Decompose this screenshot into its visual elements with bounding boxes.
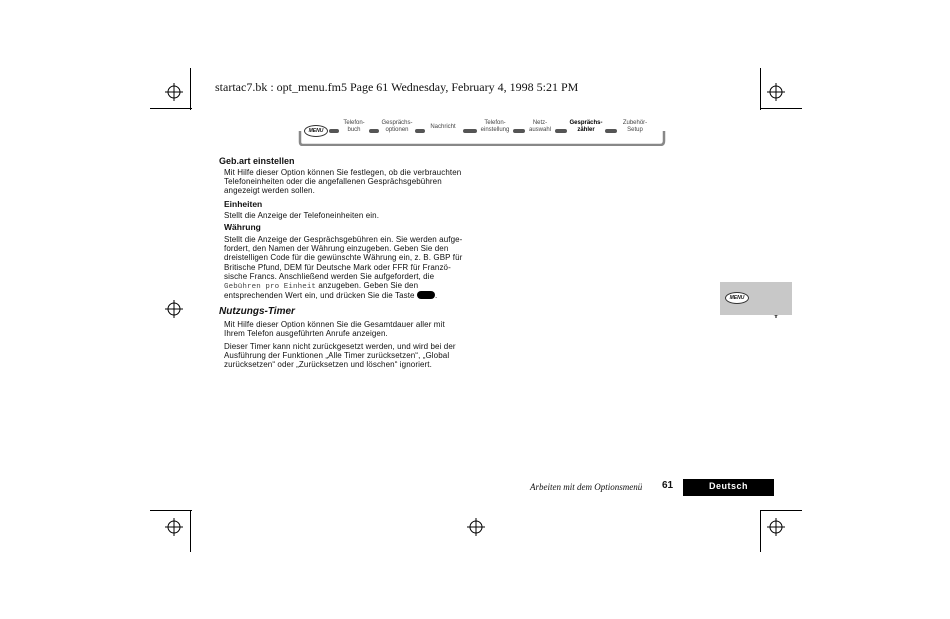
registration-mark-icon <box>767 518 785 536</box>
subsection-title-waehrung: Währung <box>224 222 261 232</box>
registration-mark-icon <box>165 300 183 318</box>
text-fragment: . <box>434 291 438 300</box>
registration-mark-icon <box>165 518 183 536</box>
crop-mark <box>190 510 191 552</box>
nav-separator <box>329 129 339 133</box>
menu-navigation-bar <box>298 120 666 144</box>
ok-key-icon <box>417 291 438 300</box>
text-fragment: entsprechenden Wert ein, und drücken Sie die Taste <box>224 291 417 300</box>
nav-separator <box>555 129 567 133</box>
registration-mark-icon <box>467 518 485 536</box>
subsection-title-einheiten: Einheiten <box>224 199 263 209</box>
registration-mark-icon <box>767 83 785 101</box>
nav-separator <box>369 129 379 133</box>
menu-key-icon: MENU <box>725 292 749 304</box>
nav-item-nachricht: Nachricht <box>430 124 456 130</box>
language-label: Deutsch <box>683 479 774 496</box>
nav-separator <box>463 129 477 133</box>
crop-mark <box>760 108 802 109</box>
section-text-timer-1: Mit Hilfe dieser Option können Sie die Gesamtdauer aller mit Ihrem Telefon ausgeführten Anrufe anzeigen. <box>224 320 445 339</box>
nav-item-gespraechszaehler: Gesprächs- zähler <box>569 120 603 133</box>
crop-mark <box>760 510 761 552</box>
nav-item-zubehoer-setup: Zubehör- Setup <box>622 120 648 133</box>
registration-mark-icon <box>165 83 183 101</box>
file-info-header: startac7.bk : opt_menu.fm5 Page 61 Wednesday, February 4, 1998 5:21 PM <box>215 80 579 94</box>
page-number: 61 <box>662 480 674 491</box>
footer-chapter-title: Arbeiten mit dem Optionsmenü <box>530 482 643 492</box>
nav-separator <box>415 129 425 133</box>
subsection-text-waehrung-end <box>224 291 484 300</box>
section-text-gebart: Mit Hilfe dieser Option können Sie festlegen, ob die verbrauchten Telefoneinheiten oder die angefallenen Gesprächsgebühren angezeigt werden sollen. <box>224 168 462 196</box>
section-title-gebart: Geb.art einstellen <box>219 156 295 166</box>
subsection-text-waehrung: Stellt die Anzeige der Gesprächsgebühren ein. Sie werden aufge- fordert, den Namen der Währung einzugeben. Geben Sie den dreistelligen Code für die gewünschte Währung ein, z. B. GBP für Britische Pfund, DEM für Deutsche Mark oder FFR für Franzö- sische Francs. Anschließend werden Sie aufgefordert, die <box>224 235 463 281</box>
nav-item-telefonbuch: Telefon- buch <box>343 120 365 133</box>
nav-item-gespraechsoptionen: Gesprächs- optionen <box>381 120 413 133</box>
section-title-timer: Nutzungs-Timer <box>219 306 295 317</box>
menu-key-icon: MENU <box>304 125 328 137</box>
crop-mark <box>150 510 192 511</box>
crop-mark <box>760 510 802 511</box>
text-fragment: anzugeben. Geben Sie den <box>316 281 419 290</box>
crop-mark <box>190 68 191 110</box>
nav-item-telefoneinstellung: Telefon- einstellung <box>480 120 510 133</box>
subsection-text-einheiten: Stellt die Anzeige der Telefoneinheiten ein. <box>224 211 380 220</box>
section-text-timer-2: Dieser Timer kann nicht zurückgesetzt werden, und wird bei der Ausführung der Funktionen „Alle Timer zurücksetzen“, „Global zurücksetzen“ oder „Zurücksetzen und löschen“ ignoriert. <box>224 342 456 370</box>
crop-mark <box>150 108 192 109</box>
side-thumb-tab <box>720 282 792 315</box>
nav-item-netzauswahl: Netz- auswahl <box>528 120 551 133</box>
nav-separator <box>513 129 525 133</box>
display-text: Gebühren pro Einheit <box>224 283 317 291</box>
crop-mark <box>760 68 761 110</box>
nav-separator <box>605 129 617 133</box>
